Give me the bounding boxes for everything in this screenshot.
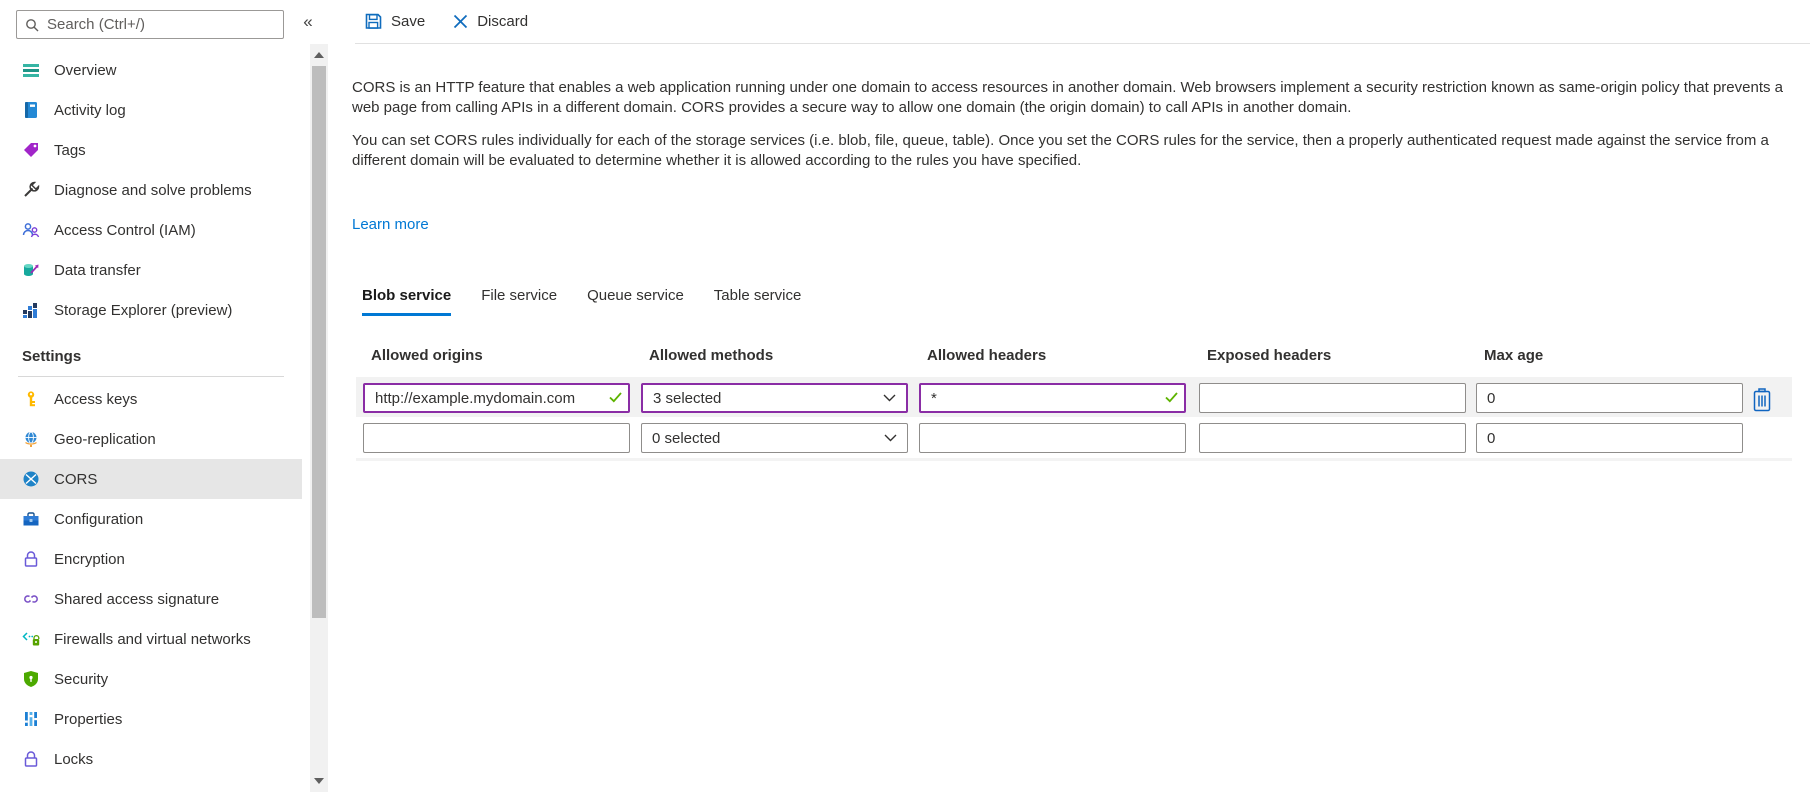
sidebar-item-properties[interactable]: [0, 699, 302, 739]
discard-button[interactable]: [453, 13, 528, 30]
chevron-down-icon: [884, 434, 897, 442]
toolbox-icon: [22, 510, 40, 528]
tab-table-service[interactable]: Table service: [713, 287, 802, 304]
sidebar-item-label: Properties: [54, 710, 123, 728]
sidebar-search-box[interactable]: [16, 10, 284, 39]
properties-icon: [22, 710, 40, 728]
save-button[interactable]: [365, 13, 425, 30]
sidebar-item-label: Locks: [54, 750, 94, 768]
search-icon: [25, 18, 39, 32]
save-label: Save: [391, 13, 426, 30]
description-paragraph-1: CORS is an HTTP feature that enables a web application running under one domain to access resources in another domain. Web browsers implement a security restriction known as same-origin policy that prevents a web page from calling APIs in a different domain. CORS provides a secure way to allow one domain (the origin domain) to call APIs in another domain.: [352, 79, 1783, 116]
allowed-methods-value-row2: 0 selected: [652, 429, 721, 447]
search-input[interactable]: [47, 16, 275, 33]
allowed-methods-value-row1: 3 selected: [653, 389, 722, 407]
collapse-sidebar-button[interactable]: «: [303, 12, 313, 31]
allowed-headers-input-row1[interactable]: [919, 383, 1186, 413]
col-header-allowed-methods: Allowed methods: [649, 347, 774, 364]
sidebar-item-label: Firewalls and virtual networks: [54, 630, 251, 648]
allowed-headers-cell-row2: [919, 423, 1186, 453]
max-age-input-row1[interactable]: [1476, 383, 1743, 413]
sidebar-item-cors[interactable]: [0, 459, 302, 499]
sidebar-item-label: Security: [54, 670, 109, 688]
max-age-cell-row2: [1476, 423, 1743, 453]
sidebar-item-label: Configuration: [54, 510, 144, 528]
sidebar-item-label: Storage Explorer (preview): [54, 301, 233, 319]
command-bar: [355, 0, 1810, 44]
data-transfer-icon: [22, 261, 40, 279]
next-row-separator: [356, 458, 1792, 461]
tab-queue-service[interactable]: Queue service: [587, 287, 684, 304]
sidebar-item-overview[interactable]: [0, 50, 302, 90]
sidebar-item-label: Activity log: [54, 101, 126, 119]
chevron-down-icon: [883, 394, 896, 402]
service-tabs: [362, 287, 831, 316]
exposed-headers-input-row1[interactable]: [1199, 383, 1466, 413]
sidebar-item-access-keys[interactable]: [0, 379, 302, 419]
sidebar-item-storage-explorer[interactable]: [0, 290, 302, 330]
allowed-origins-cell-row2: [363, 423, 630, 453]
settings-divider: [18, 376, 284, 377]
valid-check-icon: [1165, 392, 1178, 403]
sidebar-item-locks[interactable]: [0, 739, 302, 779]
discard-x-icon: [453, 14, 468, 29]
learn-more-link[interactable]: Learn more: [352, 216, 429, 233]
sidebar-item-label: Data transfer: [54, 261, 141, 279]
link-icon: [22, 590, 40, 608]
col-header-exposed-headers: Exposed headers: [1207, 347, 1332, 364]
description-paragraph-2: You can set CORS rules individually for each of the storage services (i.e. blob, file, queue, table). Once you set the CORS rules for the service, then a properly authenticated request made against the service from a different domain will be evaluated to determine whether it is allowed according to the rules you have specified.: [352, 132, 1769, 169]
sidebar-item-shared-access-signature[interactable]: [0, 579, 302, 619]
sidebar-menu: [0, 50, 302, 779]
col-header-max-age: Max age: [1484, 347, 1544, 364]
allowed-origins-input-row2[interactable]: [363, 423, 630, 453]
tag-icon: [22, 141, 40, 159]
sidebar-item-firewalls[interactable]: [0, 619, 302, 659]
sidebar-item-label: Encryption: [54, 550, 125, 568]
wrench-icon: [22, 181, 40, 199]
resource-menu-sidebar: [0, 0, 302, 792]
sidebar-item-label: Shared access signature: [54, 590, 220, 608]
allowed-origins-cell-row1: [363, 383, 630, 413]
discard-label: Discard: [477, 13, 529, 30]
firewall-network-icon: [22, 630, 40, 648]
col-header-allowed-origins: Allowed origins: [371, 347, 483, 364]
sidebar-item-label: Tags: [54, 141, 86, 159]
sidebar-item-diagnose[interactable]: [0, 170, 302, 210]
key-icon: [22, 390, 40, 408]
overview-icon: [22, 61, 40, 79]
cors-globe-icon: [22, 470, 40, 488]
max-age-cell-row1: [1476, 383, 1743, 413]
save-icon: [365, 13, 382, 30]
sidebar-item-label: Geo-replication: [54, 430, 156, 448]
sidebar-item-access-control[interactable]: [0, 210, 302, 250]
exposed-headers-cell-row1: [1199, 383, 1466, 413]
sidebar-settings-header: Settings: [22, 348, 82, 365]
sidebar-item-encryption[interactable]: [0, 539, 302, 579]
sidebar-scrollbar[interactable]: [310, 44, 328, 792]
sidebar-item-activity-log[interactable]: [0, 90, 302, 130]
exposed-headers-cell-row2: [1199, 423, 1466, 453]
sidebar-item-tags[interactable]: [0, 130, 302, 170]
storage-explorer-icon: [22, 301, 40, 319]
tab-blob-service[interactable]: Blob service: [362, 287, 451, 316]
shield-icon: [22, 670, 40, 688]
lock-icon: [22, 750, 40, 768]
delete-row-button[interactable]: [1750, 386, 1776, 414]
allowed-methods-dropdown-row2[interactable]: [641, 423, 908, 453]
allowed-methods-dropdown-row1[interactable]: [641, 383, 908, 413]
allowed-origins-input-row1[interactable]: [363, 383, 630, 413]
allowed-headers-input-row2[interactable]: [919, 423, 1186, 453]
lock-icon: [22, 550, 40, 568]
allowed-headers-cell-row1: [919, 383, 1186, 413]
sidebar-item-security[interactable]: [0, 659, 302, 699]
sidebar-item-label: CORS: [54, 470, 98, 488]
col-header-allowed-headers: Allowed headers: [927, 347, 1047, 364]
sidebar-item-data-transfer[interactable]: [0, 250, 302, 290]
valid-check-icon: [609, 392, 622, 403]
sidebar-item-label: Diagnose and solve problems: [54, 181, 252, 199]
scroll-down-icon[interactable]: [314, 778, 324, 784]
activity-log-icon: [22, 101, 40, 119]
trash-icon: [1750, 386, 1774, 413]
scroll-up-icon[interactable]: [314, 52, 324, 58]
globe-icon: [22, 430, 40, 448]
sidebar-item-label: Access keys: [54, 390, 138, 408]
sidebar-item-label: Overview: [54, 61, 117, 79]
scrollbar-thumb[interactable]: [312, 66, 326, 618]
sidebar-item-geo-replication[interactable]: [0, 419, 302, 459]
exposed-headers-input-row2[interactable]: [1199, 423, 1466, 453]
sidebar-item-configuration[interactable]: [0, 499, 302, 539]
people-icon: [22, 221, 40, 239]
cors-description: [352, 78, 1790, 170]
max-age-input-row2[interactable]: [1476, 423, 1743, 453]
tab-file-service[interactable]: File service: [481, 287, 558, 304]
sidebar-item-label: Access Control (IAM): [54, 221, 196, 239]
